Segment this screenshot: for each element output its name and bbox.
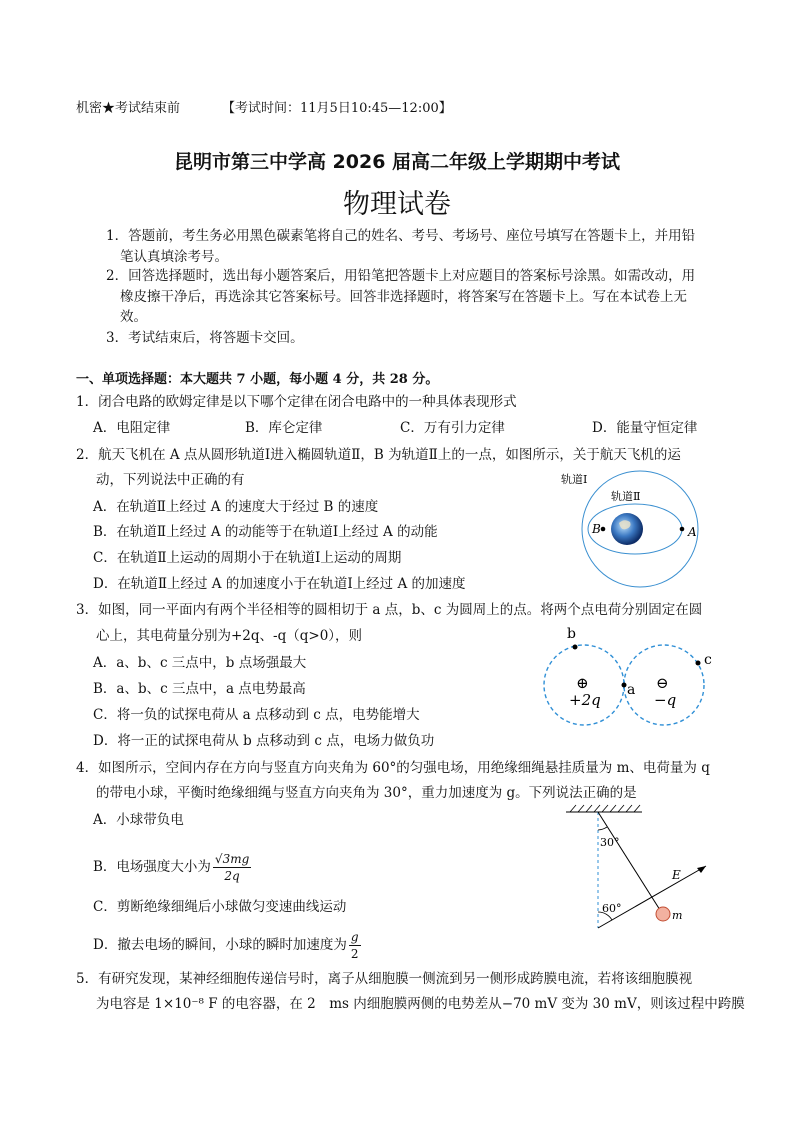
point-b-dot — [573, 645, 578, 650]
angle-30-arc — [598, 827, 607, 830]
note-line: 橡皮擦干净后，再选涂其它答案标号。回答非选择题时，将答案写在答题卡上。写在本试卷上无 — [120, 289, 687, 305]
q4-option-b-text: B．电场强度大小为 — [93, 859, 211, 875]
q2-option-a: A．在轨道Ⅱ上经过 A 的速度大于经过 B 的速度 — [93, 499, 379, 515]
point-a-dot — [622, 683, 627, 688]
q3-stem: 3．如图，同一平面内有两个半径相等的圆相切于 a 点，b、c 为圆周上的点。将两个点电荷分别固定在圆 — [76, 602, 703, 618]
q5-stem: 为电容是 1×10⁻⁸ F 的电容器，在 2 ms 内细胞膜两侧的电势差从−70 mV 变为 30 mV，则该过程中跨膜 — [96, 996, 745, 1012]
field-label: E — [672, 868, 681, 882]
q1-stem: 1．闭合电路的欧姆定律是以下哪个定律在闭合电路中的一种具体表现形式 — [76, 394, 517, 410]
note-line: 效。 — [120, 309, 147, 325]
q4-option-d — [93, 929, 361, 962]
q3-option-b: B．a、b、c 三点中，a 点电势最高 — [93, 681, 306, 697]
secret-label: 机密★考试结束前 — [76, 101, 181, 116]
fraction-numerator: g — [350, 930, 359, 944]
q4-option-a: A．小球带负电 — [93, 812, 184, 828]
string — [598, 812, 660, 910]
q4-option-d-text: D．撤去电场的瞬间，小球的瞬时加速度为 — [93, 937, 347, 953]
positive-charge-icon: ⊕ — [576, 674, 589, 692]
fraction-denominator: 2q — [224, 869, 240, 883]
q2-option-d: D．在轨道Ⅱ上经过 A 的加速度小于在轨道Ⅰ上经过 A 的加速度 — [93, 576, 466, 592]
q3-option-c: C．将一负的试探电荷从 a 点移动到 c 点，电势能增大 — [93, 707, 420, 723]
point-a-label: a — [627, 682, 636, 698]
q2-stem: 动，下列说法中正确的有 — [96, 472, 245, 488]
orbit-figure — [555, 466, 725, 591]
pendulum-figure — [560, 802, 710, 932]
orbit-1-label: 轨道Ⅰ — [561, 473, 588, 486]
page-title: 昆明市第三中学高 2026 届高二年级上学期期中考试 — [173, 151, 621, 173]
point-a-dot — [680, 527, 685, 532]
charge-1-label: +2q — [569, 691, 601, 709]
point-c-label: c — [704, 652, 712, 668]
point-b-label: b — [567, 626, 576, 642]
section-heading: 一、单项选择题：本大题共 7 小题，每小题 4 分，共 28 分。 — [76, 372, 439, 387]
q3-option-d: D．将一正的试探电荷从 b 点移动到 c 点，电场力做负功 — [93, 733, 435, 749]
point-b-label: B — [592, 522, 601, 536]
q2-option-b: B．在轨道Ⅱ上经过 A 的动能等于在轨道Ⅰ上经过 A 的动能 — [93, 524, 438, 540]
q1-option-d: D．能量守恒定律 — [592, 420, 698, 436]
q1-option-b: B．库仑定律 — [245, 420, 323, 436]
fraction-denominator: 2 — [350, 947, 359, 961]
field-arrow-icon — [697, 866, 706, 873]
point-b-dot — [601, 527, 606, 532]
fraction-numerator: √3mg — [214, 852, 250, 866]
negative-charge-icon: ⊖ — [656, 674, 669, 692]
earth-icon — [611, 513, 643, 545]
point-c-dot — [696, 661, 701, 666]
q1-option-a: A．电阻定律 — [93, 420, 171, 436]
mass-label: m — [672, 909, 683, 922]
q4-option-b-fraction — [213, 851, 251, 884]
q3-option-a: A．a、b、c 三点中，b 点场强最大 — [93, 655, 307, 671]
q4-option-d-fraction — [349, 929, 361, 962]
q2-stem: 2．航天飞机在 A 点从圆形轨道Ⅰ进入椭圆轨道Ⅱ，B 为轨道Ⅱ上的一点，如图所示，关于航天飞机的运 — [76, 447, 681, 463]
ball — [656, 907, 670, 921]
charge-2-label: −q — [654, 691, 677, 709]
charges-figure — [540, 622, 720, 732]
q4-option-b — [93, 851, 251, 884]
page-subtitle: 物理试卷 — [343, 189, 451, 220]
angle-60-label: 60° — [602, 902, 622, 915]
ceiling-hatch — [570, 805, 640, 812]
q4-stem: 4．如图所示，空间内存在方向与竖直方向夹角为 60°的匀强电场，用绝缘细绳悬挂质量为 m、电荷量为 q — [76, 760, 710, 776]
angle-30-label: 30° — [600, 836, 620, 849]
exam-time: 【考试时间：11月5日10:45—12:00】 — [222, 101, 452, 116]
orbit-2-label: 轨道Ⅱ — [611, 490, 641, 503]
note-line: 2．回答选择题时，选出每小题答案后，用铅笔把答题卡上对应题目的答案标号涂黑。如需改动，用 — [106, 268, 696, 284]
field-line — [598, 866, 706, 928]
q2-option-c: C．在轨道Ⅱ上运动的周期小于在轨道Ⅰ上运动的周期 — [93, 550, 402, 566]
q4-option-c: C．剪断绝缘细绳后小球做匀变速曲线运动 — [93, 899, 347, 915]
q1-option-c: C．万有引力定律 — [400, 420, 505, 436]
q4-stem: 的带电小球，平衡时绝缘细绳与竖直方向夹角为 30°，重力加速度为 g。下列说法正确的是 — [96, 785, 637, 801]
note-line: 3．考试结束后，将答题卡交回。 — [106, 330, 304, 346]
q3-stem: 心上，其电荷量分别为+2q、-q（q>0），则 — [96, 628, 363, 644]
note-line: 1．答题前，考生务必用黑色碳素笔将自己的姓名、考号、考场号、座位号填写在答题卡上，并用铅 — [106, 228, 696, 244]
q5-stem: 5．有研究发现，某神经细胞传递信号时，离子从细胞膜一侧流到另一侧形成跨膜电流，若将该细胞膜视 — [76, 971, 693, 987]
point-a-label: A — [688, 525, 697, 539]
note-line: 笔认真填涂考号。 — [120, 249, 228, 265]
